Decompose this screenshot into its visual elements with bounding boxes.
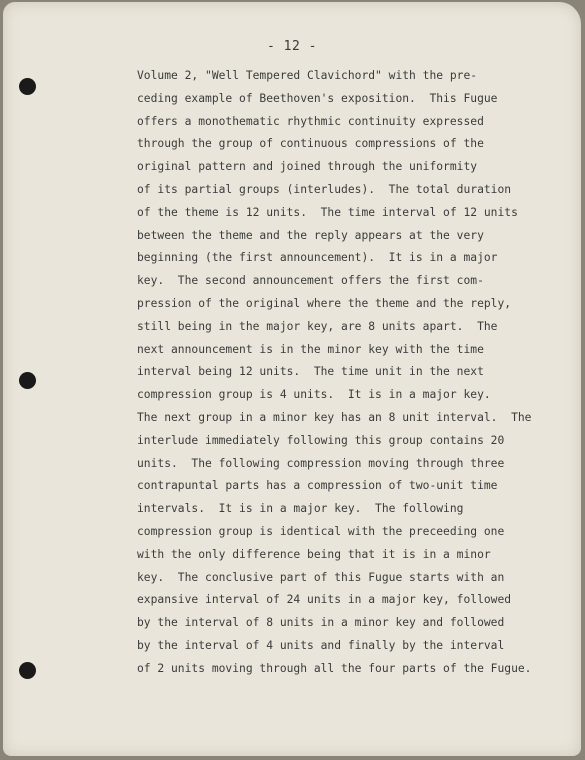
text-line: compression group is 4 units. It is in a major key. [137,388,491,402]
text-line: key. The second announcement offers the first com- [137,274,484,288]
text-line: intervals. It is in a major key. The following [137,502,464,516]
text-line: offers a monothematic rhythmic continuity expressed [137,114,484,128]
text-line: with the only difference being that it is in a minor [137,547,491,561]
text-line: of the theme is 12 units. The time interval of 12 units [137,205,518,219]
text-line: by the interval of 4 units and finally by the interval [137,638,505,652]
text-line: units. The following compression moving through three [137,456,505,470]
body-text [137,65,577,681]
text-line: of its partial groups (interludes). The total duration [137,182,512,196]
text-line: of 2 units moving through all the four parts of the Fugue. [137,661,532,675]
text-line: through the group of continuous compressions of the [137,137,484,151]
text-line: compression group is identical with the preceeding one [137,524,505,538]
binder-hole-middle [19,372,36,389]
binder-hole-top [19,78,36,95]
text-line: between the theme and the reply appears at the very [137,228,484,242]
text-line: interlude immediately following this group contains 20 [137,433,505,447]
text-line: pression of the original where the theme and the reply, [137,296,512,310]
binder-hole-bottom [19,662,36,679]
text-line: still being in the major key, are 8 units apart. The [137,319,498,333]
text-line: interval being 12 units. The time unit in the next [137,365,484,379]
text-line: contrapuntal parts has a compression of two-unit time [137,479,498,493]
text-line: The next group in a minor key has an 8 unit interval. The [137,410,532,424]
text-line: next announcement is in the minor key with the time [137,342,484,356]
text-line: beginning (the first announcement). It is in a major [137,251,498,265]
typewritten-page [3,2,581,756]
text-line: original pattern and joined through the uniformity [137,160,478,174]
text-line: by the interval of 8 units in a minor key and followed [137,616,505,630]
text-line: ceding example of Beethoven's exposition. This Fugue [137,91,498,105]
text-line: Volume 2, "Well Tempered Clavichord" with the pre- [137,69,478,82]
text-line: key. The conclusive part of this Fugue starts with an [137,570,505,584]
text-line: expansive interval of 24 units in a major key, followed [137,593,512,607]
page-number: - 12 - [267,39,317,54]
